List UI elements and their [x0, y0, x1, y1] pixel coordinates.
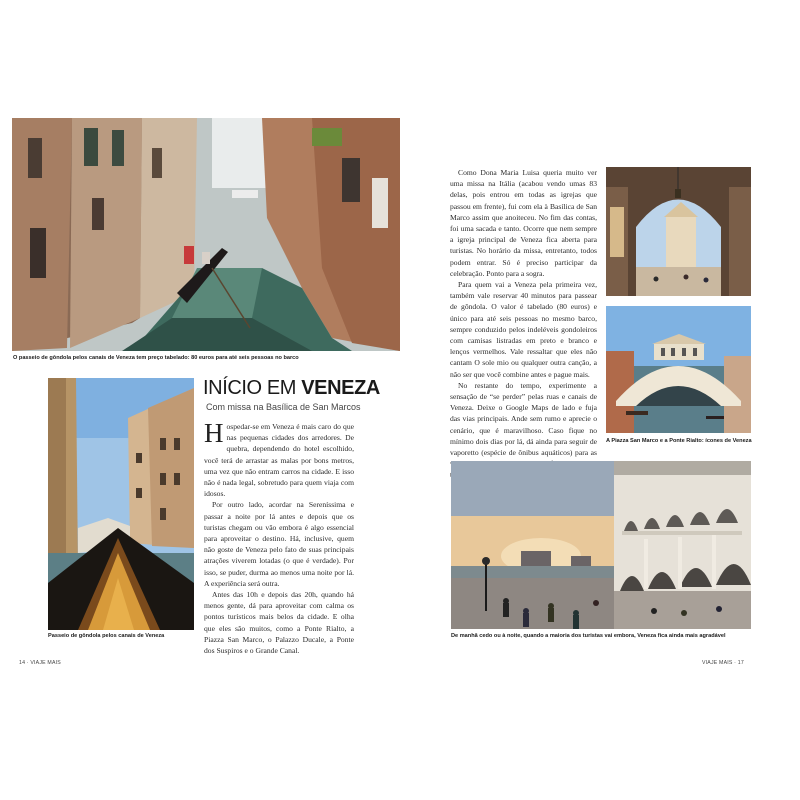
page-number-left: 14 · VIAJE MAIS: [19, 660, 61, 666]
right-body-column: [450, 167, 597, 481]
article-paragraph-1: [204, 418, 354, 499]
title-bold: VENEZA: [301, 377, 380, 399]
article-paragraph-6: No restante do tempo, experimente a sensação de “se perder” pelas ruas e canais de Veneza. Deixe o Google Maps de lado e fuja das vias principais. Ande sem rumo e aprecie o cenário, que é maravilhoso. Caso fique no mínimo dois dias por lá, dá ainda para seguir de vaporetto (espécie de ônibus aquáticos) para as: [450, 380, 597, 458]
dropcap-letter: H: [204, 418, 224, 448]
gondola-bow-photo: [48, 378, 194, 630]
arcade-piazza-photo: [606, 167, 751, 296]
section-subtitle: Com missa na Basílica de San Marcos: [206, 402, 361, 412]
paragraph-text: ospedar-se em Veneza é mais caro do que nas pequenas cidades dos arredores. De quebra, dependendo do hotel escolhido, você terá de arrastar as malas por bons metros, uma vez que não entram carros na cidade. E isso não é nada legal, sobretudo para quem viaja com idosos.: [204, 422, 354, 499]
photo-caption-bottom-right: De manhã cedo ou à noite, quando a maioria dos turistas vai embora, Veneza fica ainda mais agradável: [451, 633, 726, 639]
photo-caption-bottom-left: Passeio de gôndola pelos canais de Veneza: [48, 633, 165, 639]
article-paragraph-3: Antes das 10h e depois das 20h, quando há menos gente, dá para aproveitar com calma os pontos turísticos mais belos da cidade. E olha que eles são muitos, como a Ponte Rialto, a Piazza San Marco, o Palazzo Ducale, a Ponte dos Suspiros e o Grande Canal.: [204, 590, 354, 656]
sunset-promenade-photo: [451, 461, 614, 629]
section-title: [203, 377, 380, 400]
left-body-column: [204, 418, 354, 656]
rialto-bridge-photo: [606, 306, 751, 433]
photo-caption-top: O passeio de gôndola pelos canais de Veneza tem preço tabelado: 80 euros para até seis pessoas no barco: [13, 355, 299, 361]
page-number-right: VIAJE MAIS · 17: [702, 660, 744, 666]
article-paragraph-2: Por outro lado, acordar na Sereníssima e passar a noite por lá antes e depois que os turistas chegam ou vão embora é algo essencial para aproveitar o destino. Há, inclusive, quem não goste de Veneza pelo fato de suas principais atrações viverem lotadas (o que é verdade). Por isso, se puder, durma ao menos uma noite por lá. A experiência será outra.: [204, 500, 354, 588]
canal-gondola-photo: [12, 118, 400, 351]
doges-palace-photo: [614, 461, 751, 629]
article-paragraph-4: Como Dona Maria Luisa queria muito ver uma missa na Itália (acabou vendo umas 83 delas, pois entrou em todas as igrejas que passou em frente), fui com ela à Basílica de San Marco assim que anoiteceu. No fim das contas, foi uma sacada e tanto. Ocorre que nem sempre a igreja principal de Veneza fica aberta para turistas. No horário da missa, entretanto, todos podem entrar. Só é preciso participar da celebração. Ponto para a sogra.: [450, 168, 597, 278]
title-light: INÍCIO EM: [203, 377, 302, 399]
photo-caption-right-mid: A Piazza San Marco e a Ponte Rialto: ícones de Veneza: [606, 438, 752, 444]
article-paragraph-5: Para quem vai a Veneza pela primeira vez, também vale reservar 40 minutos para passear de gôndola. O valor é tabelado (80 euros) e único para até seis pessoas no mesmo barco, sempre conduzido pelos indeléveis gondoleiros com camisas listradas em preto e branco e lenços vermelhos. Vale ressaltar que eles não cantam O sole mio ou qualquer outra canção, a não ser que você combine antes e pague mais.: [450, 280, 597, 379]
